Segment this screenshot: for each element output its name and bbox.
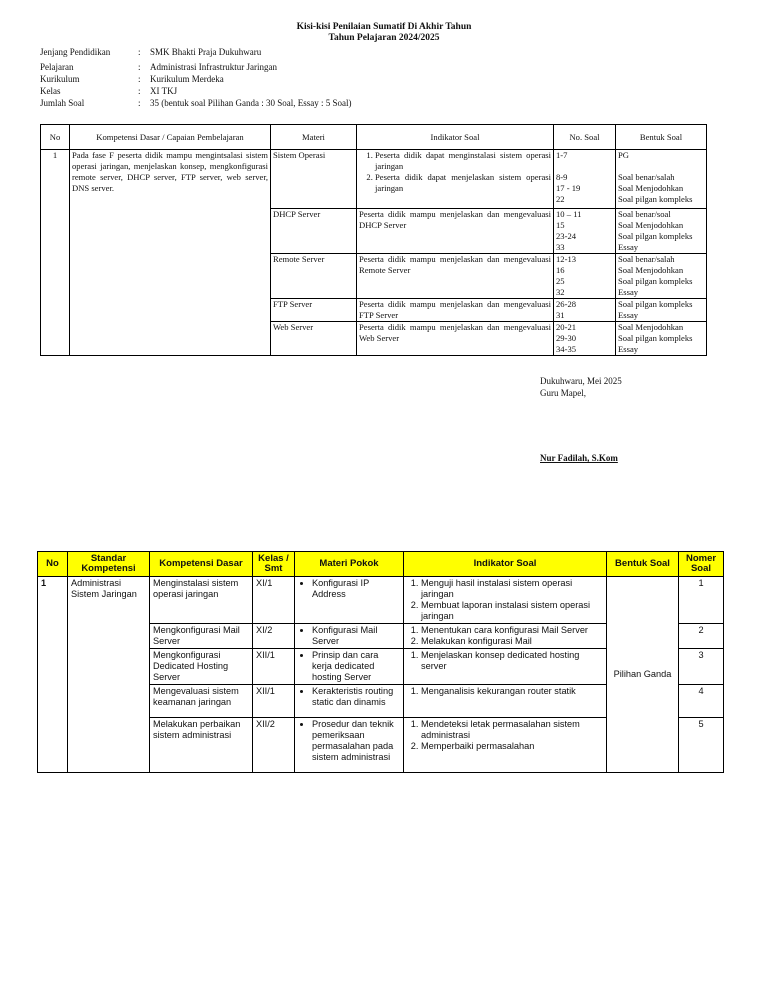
header-indikator-soal: Indikator Soal [404, 552, 607, 577]
no-soal-cell [554, 150, 616, 209]
kelas-cell: XII/2 [253, 718, 295, 773]
indikator-item: 1. Peserta didik dapat menginstalasi sistem operasi jaringan [375, 150, 551, 172]
nomer-cell: 5 [679, 718, 724, 773]
kd-cell: Menginstalasi sistem operasi jaringan [150, 577, 253, 624]
bentuk-line [618, 161, 704, 172]
indikator-item: 1. Menguji hasil instalasi sistem operasi jaringan [421, 578, 603, 600]
materi-cell: FTP Server [271, 299, 357, 322]
materi-cell: DHCP Server [271, 209, 357, 254]
bentuk-cell [616, 209, 707, 254]
info-colon: : [138, 47, 141, 57]
info-label: Kurikulum [40, 74, 80, 84]
bentuk-line: Soal pilgan kompleks [618, 299, 693, 309]
header-nomer-soal: Nomer Soal [679, 552, 724, 577]
no-soal-line: 17 - 19 [556, 183, 581, 193]
header-materi: Materi [271, 125, 357, 150]
header-indikator: Indikator Soal [357, 125, 554, 150]
info-row [40, 73, 351, 85]
no-soal-line: 33 [556, 242, 565, 252]
kisi-kisi-table-2 [37, 551, 724, 773]
info-value: Administrasi Infrastruktur Jaringan [150, 62, 277, 72]
no-soal-line: 10 – 11 [556, 209, 582, 219]
info-row [40, 61, 351, 73]
header-no: No [41, 125, 70, 150]
info-value: SMK Bhakti Praja Dukuhwaru [150, 47, 262, 57]
no-soal-line: 29-30 [556, 333, 577, 343]
bentuk-line: Essay [618, 344, 639, 354]
bentuk-line: Essay [618, 242, 639, 252]
no-soal-line: 23-24 [556, 231, 577, 241]
no-soal-line [556, 161, 613, 172]
bentuk-line: Essay [618, 287, 639, 297]
no-soal-cell [554, 322, 616, 356]
no-soal-line: 25 [556, 276, 565, 286]
info-value: 35 (bentuk soal Pilihan Ganda : 30 Soal, Essay : 5 Soal) [150, 98, 352, 108]
header-no-soal: No. Soal [554, 125, 616, 150]
no-soal-line: 26-28 [556, 299, 577, 309]
no-soal-line: 8-9 [556, 172, 568, 182]
nomer-cell: 2 [679, 624, 724, 649]
materi-cell [295, 577, 404, 624]
kd-cell: Mengkonfigurasi Dedicated Hosting Server [150, 649, 253, 685]
info-value: Kurikulum Merdeka [150, 74, 224, 84]
indikator-item: 2. Membuat laporan instalasi sistem operasi jaringan [421, 600, 603, 622]
info-label: Jenjang Pendidikan [40, 47, 111, 57]
standar-cell: Administrasi Sistem Jaringan [68, 577, 150, 773]
table-row [38, 577, 724, 624]
info-colon: : [138, 62, 141, 72]
indikator-cell: Peserta didik mampu menjelaskan dan mengevaluasi Web Server [357, 322, 554, 356]
bentuk-cell [616, 254, 707, 299]
materi-cell [295, 718, 404, 773]
bentuk-line: Soal benar/soal [618, 209, 671, 219]
no-soal-cell [554, 299, 616, 322]
materi-item: • Kerakteristis routing static dan dinamis [312, 686, 400, 708]
indikator-item: 2. Peserta didik dapat menjelaskan sistem operasi jaringan [375, 172, 551, 194]
bentuk-line: Soal Menjodohkan [618, 183, 684, 193]
bentuk-cell [616, 299, 707, 322]
indikator-cell [404, 649, 607, 685]
bentuk-line: PG [618, 150, 629, 160]
indikator-item: 2. Melakukan konfigurasi Mail [421, 636, 603, 647]
row-no: 1 [38, 577, 68, 773]
no-soal-line: 16 [556, 265, 565, 275]
kisi-kisi-table [40, 124, 707, 356]
materi-item: • Konfigurasi Mail Server [312, 625, 400, 647]
materi-item: • Prosedur dan teknik pemeriksaan permasalahan pada sistem administrasi [312, 719, 400, 763]
indikator-cell: Peserta didik mampu menjelaskan dan mengevaluasi DHCP Server [357, 209, 554, 254]
bentuk-cell: Pilihan Ganda [607, 577, 679, 773]
header-kelas-smt: Kelas / Smt [253, 552, 295, 577]
bentuk-line: Soal pilgan kompleks [618, 231, 693, 241]
bentuk-line: Soal pilgan kompleks [618, 194, 693, 204]
no-soal-cell [554, 254, 616, 299]
header-bentuk-soal: Bentuk Soal [607, 552, 679, 577]
info-row [40, 46, 351, 58]
info-label: Pelajaran [40, 62, 74, 72]
no-soal-line: 12-13 [556, 254, 577, 264]
no-soal-line: 22 [556, 194, 565, 204]
materi-cell [295, 685, 404, 718]
header-kompetensi: Kompetensi Dasar / Capaian Pembelajaran [70, 125, 271, 150]
info-colon: : [138, 86, 141, 96]
kelas-cell: XI/2 [253, 624, 295, 649]
indikator-item: 1. Menjelaskan konsep dedicated hosting server [421, 650, 603, 672]
kelas-cell: XI/1 [253, 577, 295, 624]
bentuk-line: Soal Menjodohkan [618, 220, 684, 230]
table-header-row [38, 552, 724, 577]
kd-cell: Melakukan perbaikan sistem administrasi [150, 718, 253, 773]
bentuk-cell [616, 150, 707, 209]
indikator-cell [404, 624, 607, 649]
indikator-cell: Peserta didik mampu menjelaskan dan mengevaluasi Remote Server [357, 254, 554, 299]
materi-cell: Remote Server [271, 254, 357, 299]
kd-cell: Mengevaluasi sistem keamanan jaringan [150, 685, 253, 718]
signature-name: Nur Fadilah, S.Kom [540, 453, 618, 463]
bentuk-line: Soal pilgan kompleks [618, 333, 693, 343]
indikator-cell [404, 718, 607, 773]
indikator-item: 1. Mendeteksi letak permasalahan sistem administrasi [421, 719, 603, 741]
row-no: 1 [41, 150, 70, 356]
table-header-row [41, 125, 707, 150]
header-standar-kompetensi: Standar Kompetensi [68, 552, 150, 577]
no-soal-line: 15 [556, 220, 565, 230]
nomer-cell: 3 [679, 649, 724, 685]
info-block [40, 46, 351, 109]
materi-item: • Prinsip dan cara kerja dedicated hosting Server [312, 650, 400, 683]
no-soal-line: 20-21 [556, 322, 577, 332]
bentuk-line: Soal Menjodohkan [618, 265, 684, 275]
materi-cell [295, 624, 404, 649]
indikator-item: 1. Menganalisis kekurangan router statik [421, 686, 603, 697]
kelas-cell: XII/1 [253, 649, 295, 685]
info-value: XI TKJ [150, 86, 178, 96]
nomer-cell: 4 [679, 685, 724, 718]
materi-item: • Konfigurasi IP Address [312, 578, 400, 600]
materi-cell: Sistem Operasi [271, 150, 357, 209]
no-soal-line: 1-7 [556, 150, 568, 160]
bentuk-line: Soal benar/salah [618, 254, 675, 264]
kd-cell: Mengkonfigurasi Mail Server [150, 624, 253, 649]
doc-title: Kisi-kisi Penilaian Sumatif Di Akhir Tahun [296, 22, 472, 32]
header-materi-pokok: Materi Pokok [295, 552, 404, 577]
materi-cell [295, 649, 404, 685]
no-soal-line: 34-35 [556, 344, 577, 354]
bentuk-line: Essay [618, 310, 639, 320]
no-soal-cell [554, 209, 616, 254]
indikator-item: 1. Menentukan cara konfigurasi Mail Server [421, 625, 603, 636]
info-row [40, 85, 351, 97]
nomer-cell: 1 [679, 577, 724, 624]
signature-role: Guru Mapel, [540, 388, 586, 398]
indikator-cell: Peserta didik mampu menjelaskan dan mengevaluasi FTP Server [357, 299, 554, 322]
bentuk-cell [616, 322, 707, 356]
info-label: Jumlah Soal [40, 98, 85, 108]
bentuk-line: Soal benar/salah [618, 172, 675, 182]
signature-date: Dukuhwaru, Mei 2025 [540, 376, 622, 386]
no-soal-line: 31 [556, 310, 565, 320]
header-bentuk-soal: Bentuk Soal [616, 125, 707, 150]
info-colon: : [138, 98, 141, 108]
header-kompetensi-dasar: Kompetensi Dasar [150, 552, 253, 577]
info-label: Kelas [40, 86, 61, 96]
bentuk-line: Soal Menjodohkan [618, 322, 684, 332]
indikator-item: 2. Memperbaiki permasalahan [421, 741, 603, 752]
info-colon: : [138, 74, 141, 84]
doc-subtitle: Tahun Pelajaran 2024/2025 [328, 33, 440, 43]
info-row [40, 97, 351, 109]
no-soal-line: 32 [556, 287, 565, 297]
indikator-cell [404, 685, 607, 718]
materi-cell: Web Server [271, 322, 357, 356]
table-row [41, 150, 707, 209]
kelas-cell: XII/1 [253, 685, 295, 718]
indikator-cell [404, 577, 607, 624]
bentuk-line: Soal pilgan kompleks [618, 276, 693, 286]
kompetensi-cell: Pada fase F peserta didik mampu mengintsalasi sistem operasi jaringan, menjelaskan konsep, mengkonfigurasi remote server, DHCP server, FTP server, web server, DNS server. [70, 150, 271, 356]
indikator-cell [357, 150, 554, 209]
header-no: No [38, 552, 68, 577]
